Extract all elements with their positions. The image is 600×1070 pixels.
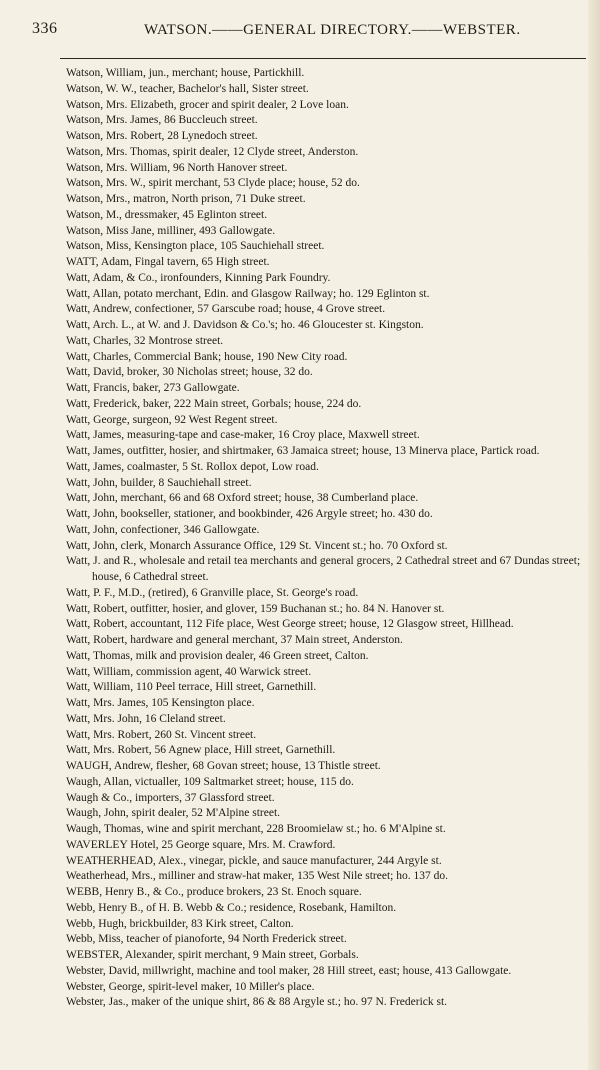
directory-entry: Watt, Mrs. John, 16 Cleland street. <box>66 712 226 725</box>
directory-entry: Watt, Andrew, confectioner, 57 Garscube road; house, 4 Grove street. <box>66 303 386 316</box>
directory-entry: Watt, John, builder, 8 Sauchiehall street. <box>66 476 252 489</box>
directory-entry: Watt, Mrs. Robert, 260 St. Vincent street. <box>66 728 257 741</box>
directory-entry: Watt, Allan, potato merchant, Edin. and Glasgow Railway; ho. 129 Eglinton st. <box>66 287 430 300</box>
directory-entry: Watson, Mrs. W., spirit merchant, 53 Clyde place; house, 52 do. <box>66 177 360 190</box>
directory-entry: Webb, Henry B., of H. B. Webb & Co.; residence, Rosebank, Hamilton. <box>66 901 397 914</box>
directory-entry: Watt, David, broker, 30 Nicholas street; house, 32 do. <box>66 366 313 379</box>
directory-entry: WEBSTER, Alexander, spirit merchant, 9 Main street, Gorbals. <box>66 949 359 961</box>
directory-entry: Watt, John, confectioner, 346 Gallowgate. <box>66 523 260 536</box>
directory-entry: Webb, Hugh, brickbuilder, 83 Kirk street, Calton. <box>66 917 294 930</box>
directory-entry: Waugh & Co., importers, 37 Glassford street. <box>66 791 275 804</box>
directory-entry: Waugh, Thomas, wine and spirit merchant, 228 Broomielaw st.; ho. 6 M'Alpine st. <box>66 823 446 835</box>
directory-entry: Watson, Mrs. William, 96 North Hanover street. <box>66 161 288 174</box>
directory-entry: Watson, Mrs., matron, North prison, 71 Duke street. <box>66 193 306 205</box>
directory-entry: Weatherhead, Mrs., milliner and straw-hat maker, 135 West Nile street; ho. 137 do. <box>66 870 448 883</box>
header-rule <box>60 58 586 59</box>
directory-entry: Watt, John, merchant, 66 and 68 Oxford street; house, 38 Cumberland place. <box>66 492 419 505</box>
directory-entry: Watt, Robert, hardware and general merchant, 37 Main street, Anderston. <box>66 634 403 646</box>
directory-entry: Watson, Mrs. Elizabeth, grocer and spirit dealer, 2 Love loan. <box>66 98 349 111</box>
directory-entry: Watt, James, outfitter, hosier, and shirtmaker, 63 Jamaica street; house, 13 Minerva place, Partick road. <box>66 445 540 457</box>
directory-entries <box>66 66 588 1011</box>
directory-entry: WEATHERHEAD, Alex., vinegar, pickle, and sauce manufacturer, 244 Argyle st. <box>66 854 442 867</box>
directory-entry: Watt, Charles, Commercial Bank; house, 190 New City road. <box>66 350 348 363</box>
page-edge <box>588 0 600 1070</box>
directory-entry: Waugh, Allan, victualler, 109 Saltmarket street; house, 115 do. <box>66 775 354 788</box>
directory-entry: Watt, Adam, & Co., ironfounders, Kinning Park Foundry. <box>66 271 331 284</box>
directory-entry: Watt, P. F., M.D., (retired), 6 Granville place, St. George's road. <box>66 586 359 599</box>
directory-entry: Watt, James, coalmaster, 5 St. Rollox depot, Low road. <box>66 460 319 473</box>
directory-entry: Watson, Miss, Kensington place, 105 Sauchiehall street. <box>66 240 325 253</box>
directory-entry: Watson, Mrs. Thomas, spirit dealer, 12 Clyde street, Anderston. <box>66 145 359 158</box>
directory-entry: Watt, William, 110 Peel terrace, Hill street, Garnethill. <box>66 681 317 694</box>
page-header <box>32 14 592 44</box>
directory-entry: Watt, William, commission agent, 40 Warwick street. <box>66 665 312 678</box>
directory-entry: Watson, W. W., teacher, Bachelor's hall, Sister street. <box>66 82 309 95</box>
directory-entry: WAVERLEY Hotel, 25 George square, Mrs. M. Crawford. <box>66 838 336 851</box>
directory-entry: Webster, Jas., maker of the unique shirt, 86 & 88 Argyle st.; ho. 97 N. Frederick st. <box>66 996 448 1009</box>
running-title: WATSON.——GENERAL DIRECTORY.——WEBSTER. <box>144 22 521 38</box>
directory-entry: Webb, Miss, teacher of pianoforte, 94 North Frederick street. <box>66 933 347 946</box>
directory-entry: Watson, M., dressmaker, 45 Eglinton street. <box>66 208 268 221</box>
directory-entry: WEBB, Henry B., & Co., produce brokers, 23 St. Enoch square. <box>66 886 362 898</box>
page-number: 336 <box>32 20 58 37</box>
directory-entry: Watson, Mrs. James, 86 Buccleuch street. <box>66 114 258 127</box>
directory-entry: Watt, George, surgeon, 92 West Regent street. <box>66 413 278 426</box>
directory-entry: Watt, Thomas, milk and provision dealer, 46 Green street, Calton. <box>66 649 369 662</box>
directory-entry: Watt, John, bookseller, stationer, and bookbinder, 426 Argyle street; ho. 430 do. <box>66 508 433 520</box>
directory-entry: Watt, Robert, outfitter, hosier, and glover, 159 Buchanan st.; ho. 84 N. Hanover st. <box>66 602 445 615</box>
directory-entry: Watt, James, measuring-tape and case-maker, 16 Croy place, Maxwell street. <box>66 429 420 442</box>
directory-entry: Watt, J. and R., wholesale and retail tea merchants and general grocers, 2 Cathedral street and 67 Dundas street; house, 6 Cathedral street. <box>66 555 581 583</box>
directory-entry: Watson, Miss Jane, milliner, 493 Gallowgate. <box>66 224 276 237</box>
directory-entry: Watt, Francis, baker, 273 Gallowgate. <box>66 382 240 394</box>
directory-entry: Waugh, John, spirit dealer, 52 M'Alpine street. <box>66 807 281 820</box>
directory-entry: WAUGH, Andrew, flesher, 68 Govan street; house, 13 Thistle street. <box>66 760 381 772</box>
directory-entry: Watt, Mrs. James, 105 Kensington place. <box>66 697 255 709</box>
directory-entry: Watt, Charles, 32 Montrose street. <box>66 334 224 347</box>
directory-entry: Watt, Frederick, baker, 222 Main street, Gorbals; house, 224 do. <box>66 397 362 410</box>
directory-entry: Watson, William, jun., merchant; house, Partickhill. <box>66 67 305 79</box>
directory-entry: Watt, Arch. L., at W. and J. Davidson & Co.'s; ho. 46 Gloucester st. Kingston. <box>66 319 424 331</box>
directory-entry: Watt, Robert, accountant, 112 Fife place, West George street; house, 12 Glasgow street, Hillhead. <box>66 618 514 631</box>
directory-entry: Webster, George, spirit-level maker, 10 Miller's place. <box>66 980 315 993</box>
directory-entry: Watt, John, clerk, Monarch Assurance Office, 129 St. Vincent st.; ho. 70 Oxford st. <box>66 539 448 552</box>
directory-entry: WATT, Adam, Fingal tavern, 65 High street. <box>66 256 270 268</box>
directory-entry: Watt, Mrs. Robert, 56 Agnew place, Hill street, Garnethill. <box>66 744 336 757</box>
directory-entry: Webster, David, millwright, machine and tool maker, 28 Hill street, east; house, 413 Gallowgate. <box>66 964 512 977</box>
directory-entry: Watson, Mrs. Robert, 28 Lynedoch street. <box>66 130 258 142</box>
